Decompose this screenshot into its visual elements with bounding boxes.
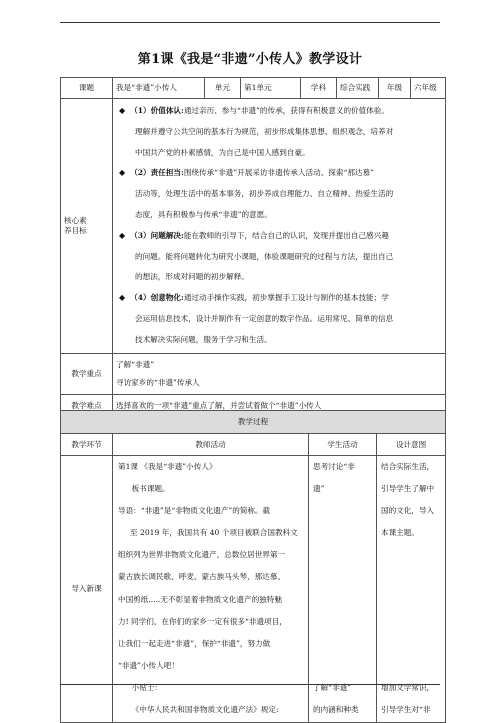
footer-rule [60, 684, 440, 685]
key-point-line: 了解“非遗” [116, 359, 155, 369]
goal-item [119, 101, 439, 163]
teacher-line: 让我们一起走进“非遗”，保护“非遗”，努力做 [118, 638, 271, 648]
header-rule [60, 22, 440, 23]
goal-line: 态度，具有积极参与传承“非遗”的意愿。 [135, 209, 272, 219]
goal-line: 通过动手操作实践，初步掌握手工设计与制作的基本技能；学 [183, 293, 389, 303]
goal-heading: （3）问题解决: [130, 230, 184, 240]
col-stage: 教学环节 [61, 434, 113, 456]
goals-label [61, 99, 113, 354]
intent-line: 增加文学常识， [381, 683, 435, 692]
subject-label: 学科 [301, 78, 337, 99]
diamond-bullet-icon: ◆ [119, 230, 126, 240]
teacher-activity [113, 456, 309, 723]
design-intent [377, 456, 446, 723]
goal-item [119, 163, 439, 225]
process-header: 教学过程 [61, 411, 446, 434]
key-points-row [61, 353, 446, 394]
key-points-label: 教学重点 [61, 353, 113, 394]
teacher-line: 力! 同学们，在你们的家乡一定有很多“非遗项目， [118, 616, 287, 626]
unit-value: 第1单元 [241, 78, 301, 99]
goals-content [113, 99, 446, 354]
unit-label: 单元 [205, 78, 241, 99]
student-line: 思考讨论“非 [313, 462, 355, 471]
difficulty-content: 选择喜欢的一项“非遗”重点了解，并尝试着做个“非遗”小传人 [113, 394, 446, 417]
goal-line: 理解并遵守公共空间的基本行为规范，初步形成集体思想、组织观念，培养对 [135, 126, 394, 136]
goal-heading: （4）创意物化: [130, 293, 184, 303]
student-line: 的内涵和种类 [313, 705, 359, 715]
col-teacher: 教师活动 [113, 434, 309, 456]
goal-item [119, 226, 439, 288]
document-title: 第1课《我是“非遗”小传人》教学设计 [137, 52, 363, 67]
stage-name: 导入新课 [61, 456, 113, 723]
teacher-line: 至 2019 年，我国共有 40 个项目被联合国教科文 [130, 528, 298, 538]
key-point-line: 寻访家乡的“非遗”传承人 [116, 377, 200, 387]
grade-label: 年级 [379, 78, 411, 99]
teacher-line: 中国剪纸.....无不彰显着非物质文化遗产的独特魅 [118, 594, 282, 604]
diamond-bullet-icon: ◆ [119, 168, 126, 178]
goal-line: 的想法，形成对问题的初步解释。 [135, 272, 249, 282]
col-student: 学生活动 [309, 434, 377, 456]
student-activity [309, 456, 377, 723]
teacher-line: 第1课 《我是“非遗”小传人》 [118, 462, 217, 471]
goal-line: 活动等，处理生活中的基本事务，初步养成自理能力、自立精神、热爱生活的 [135, 189, 394, 199]
diamond-bullet-icon: ◆ [119, 293, 126, 303]
student-line: 遗” [313, 484, 325, 494]
goals-label-line-1: 核心素 [64, 216, 87, 226]
teacher-line: 《中华人民共和国非物质文化遗产法》规定: [131, 705, 279, 715]
goal-heading: （1）价值体认: [130, 106, 184, 115]
goal-line: 通过亲历、参与“非遗”的传承，获得有积极意义的价值体验。 [183, 106, 390, 115]
goals-label-line-2: 养目标 [64, 225, 87, 235]
intent-line: 结合实际生活， [381, 462, 435, 471]
teacher-line: 导语：“非遗”是“非物质文化遗产”的简称。截 [118, 506, 271, 516]
goal-line: 围绕传承“非遗”开展采访非遗传承人活动、探索“那达慕” [183, 168, 374, 178]
intent-line: 引导学生了解中 [381, 484, 435, 494]
diamond-bullet-icon: ◆ [119, 106, 126, 115]
intent-line: 引导学生对“非 [381, 705, 431, 715]
goal-line: 的问题。能将问题转化为研究小课题，体验课题研究的过程与方法，提出自己 [135, 251, 394, 261]
process-header-row [61, 411, 446, 434]
teacher-line: “非遗”小传人吧！ [118, 660, 179, 670]
intent-line: 本课主题。 [381, 528, 419, 538]
col-intent: 设计意图 [377, 434, 446, 456]
goal-line: 能在教师的引导下，结合自己的认识，发现并提出自己感兴趣 [183, 230, 389, 240]
goal-item [119, 288, 439, 350]
subject-value: 综合实践 [337, 78, 379, 99]
topic-label: 课题 [61, 78, 113, 99]
teacher-line: 组织列为世界非物质文化遗产，总数位居世界第一 [118, 550, 286, 560]
grade-value: 六年级 [411, 78, 446, 99]
goal-line: 中国共产党的朴素感情，为自己是中国人感到自豪。 [135, 147, 310, 157]
teaching-process-table [60, 410, 446, 723]
teacher-line: 蒙古族长调民歌、呼麦、蒙古族马头琴、那达慕、 [118, 572, 286, 582]
teacher-line: 小贴士： [131, 682, 163, 692]
topic-value: 我是“非遗”小传人 [113, 78, 205, 99]
intent-line: 国的文化，导入 [381, 506, 435, 516]
key-points-content [113, 353, 446, 394]
goals-row [61, 99, 446, 354]
difficulty-label: 教学难点 [61, 394, 113, 417]
lesson-info-table [60, 77, 446, 418]
goal-line: 会运用信息技术，设计并制作有一定创意的数字作品。运用常见、简单的信息 [135, 313, 394, 323]
info-row [61, 78, 446, 99]
goal-heading: （2）责任担当: [130, 168, 184, 178]
process-intro-row [61, 456, 446, 723]
process-columns-row [61, 434, 446, 456]
goal-line: 技术解决实际问题，服务于学习和生活。 [135, 334, 272, 344]
teacher-line: 板书课题。 [131, 484, 170, 494]
student-line: 了解“非遗” [313, 683, 352, 692]
